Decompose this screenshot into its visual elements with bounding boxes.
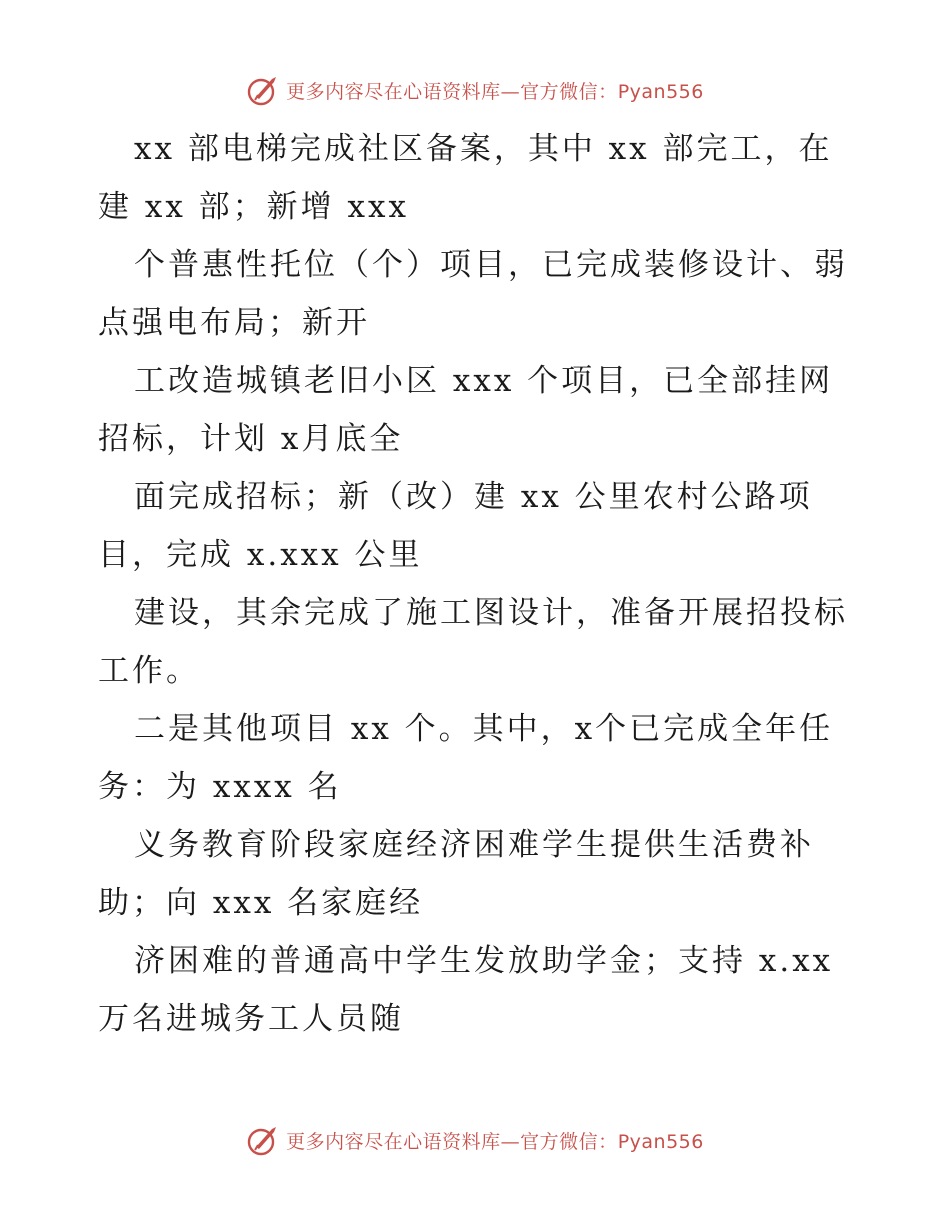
banner-text [286, 77, 704, 104]
header-banner [0, 70, 950, 110]
body-line: 招标，计划 x月底全 [98, 421, 404, 457]
banner-dash: — [500, 80, 521, 103]
banner-wechat-label: 官方微信： [520, 1130, 618, 1153]
footer-banner [0, 1120, 950, 1160]
body-line: 万名进城务工人员随 [98, 1001, 404, 1037]
body-line: 工作。 [98, 653, 200, 689]
body-line: 助；向 xxx 名家庭经 [98, 885, 424, 921]
body-line: 建 xx 部；新增 xxx [98, 189, 409, 225]
banner-wechat-id: Pyan556 [617, 1130, 704, 1153]
body-line: xx 部电梯完成社区备案，其中 xx 部完工，在 [134, 131, 833, 167]
body-line: 面完成招标；新（改）建 xx 公里农村公路项 [134, 479, 813, 515]
body-line: 义务教育阶段家庭经济困难学生提供生活费补 [134, 827, 814, 863]
banner-site-name: 更多内容尽在心语资料库 [286, 80, 501, 103]
body-line: 个普惠性托位（个）项目，已完成装修设计、弱 [134, 247, 848, 283]
body-line: 目，完成 x.xxx 公里 [98, 537, 423, 573]
document-body [98, 120, 858, 1048]
body-line: 工改造城镇老旧小区 xxx 个项目，已全部挂网 [134, 363, 834, 399]
body-line: 建设，其余完成了施工图设计，准备开展招投标 [134, 595, 848, 631]
banner-dash: — [500, 1130, 521, 1153]
quill-logo-icon [246, 73, 280, 107]
quill-logo-icon [246, 1123, 280, 1157]
body-line: 点强电布局；新开 [98, 305, 370, 341]
banner-site-name: 更多内容尽在心语资料库 [286, 1130, 501, 1153]
banner-wechat-id: Pyan556 [617, 80, 704, 103]
banner-wechat-label: 官方微信： [520, 80, 618, 103]
body-line: 济困难的普通高中学生发放助学金；支持 x.xx [134, 943, 834, 979]
body-line: 务：为 xxxx 名 [98, 769, 342, 805]
body-line: 二是其他项目 xx 个。其中，x个已完成全年任 [134, 711, 834, 747]
banner-text [286, 1127, 704, 1154]
